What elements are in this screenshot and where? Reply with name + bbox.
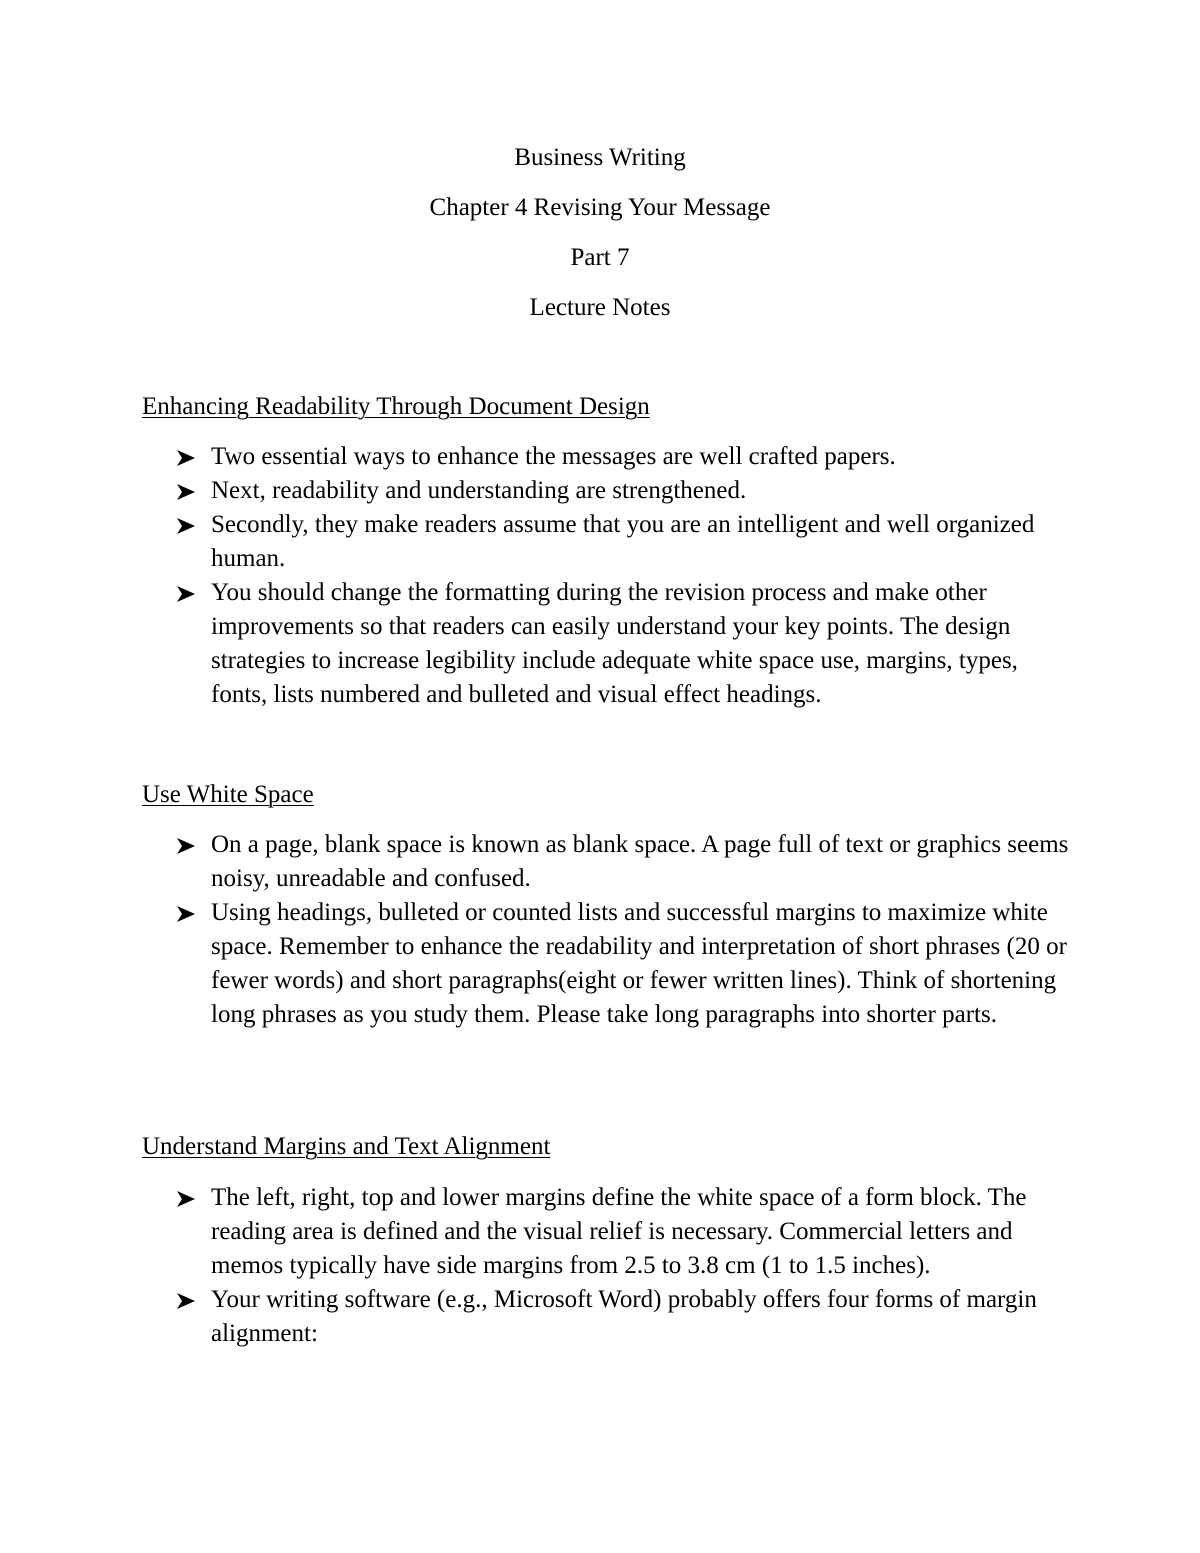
arrowhead-bullet-icon — [176, 440, 204, 474]
list-item-text: Your writing software (e.g., Microsoft Word) probably offers four forms of margin alignment: — [211, 1286, 1037, 1347]
arrowhead-bullet-icon — [176, 1283, 204, 1317]
list-item-text: Two essential ways to enhance the messages are well crafted papers. — [211, 443, 896, 470]
list-item — [176, 508, 1076, 576]
list-item-text: Using headings, bulleted or counted lists and successful margins to maximize white space. Remember to enhance the readability and interpretation of short phrases (20 or fewer words) and short paragraphs(eight or fewer written lines). Think of shortening long phrases as you study them. Please take long paragraphs into shorter parts. — [211, 899, 1067, 1028]
list-item — [176, 1283, 1076, 1351]
list-item — [176, 474, 1076, 508]
arrowhead-bullet-icon — [176, 576, 204, 610]
arrowhead-bullet-icon — [176, 474, 204, 508]
bullet-list-white-space — [176, 828, 1076, 1032]
bullet-list-readability — [176, 440, 1076, 712]
list-item-text: Next, readability and understanding are strengthened. — [211, 477, 747, 504]
arrowhead-bullet-icon — [176, 508, 204, 542]
list-item-text: The left, right, top and lower margins define the white space of a form block. The reading area is defined and the visual relief is necessary. Commercial letters and memos typically have side margins from 2.5 to 3.8 cm (1 to 1.5 inches). — [211, 1184, 1027, 1279]
list-item — [176, 896, 1076, 1032]
section-heading-white-space: Use White Space — [142, 781, 314, 808]
list-item-text: Secondly, they make readers assume that you are an intelligent and well organized human. — [211, 511, 1035, 572]
course-title: Business Writing — [514, 144, 686, 171]
list-item — [176, 440, 1076, 474]
arrowhead-bullet-icon — [176, 1181, 204, 1215]
list-item-text: You should change the formatting during the revision process and make other improvements so that readers can easily understand your key points. The design strategies to increase legibility include adequate white space use, margins, types, fonts, lists numbered and bulleted and visual effect headings. — [211, 579, 1018, 708]
section-heading-margins: Understand Margins and Text Alignment — [142, 1133, 551, 1160]
list-item-text: On a page, blank space is known as blank space. A page full of text or graphics seems noisy, unreadable and confused. — [211, 831, 1069, 892]
arrowhead-bullet-icon — [176, 828, 204, 862]
section-heading-readability: Enhancing Readability Through Document Design — [142, 393, 650, 420]
part-title: Part 7 — [570, 244, 630, 271]
list-item — [176, 1181, 1076, 1283]
arrowhead-bullet-icon — [176, 896, 204, 930]
chapter-title: Chapter 4 Revising Your Message — [429, 194, 771, 221]
bullet-list-margins — [176, 1181, 1076, 1351]
list-item — [176, 828, 1076, 896]
notes-type-title: Lecture Notes — [529, 294, 671, 321]
list-item — [176, 576, 1076, 712]
